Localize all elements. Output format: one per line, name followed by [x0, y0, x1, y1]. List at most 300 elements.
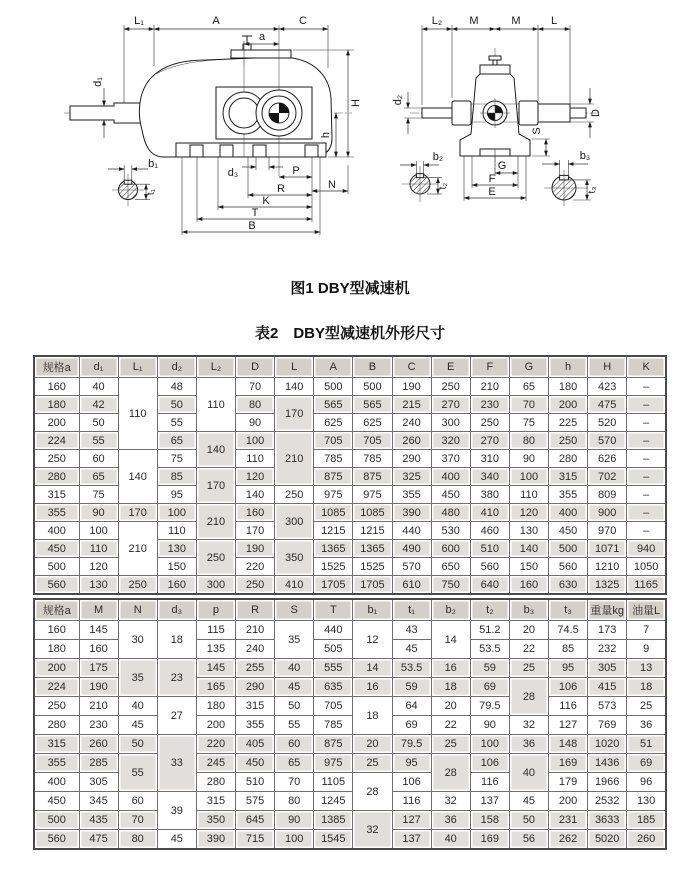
cell: 13	[627, 659, 666, 678]
dim-label: M	[469, 15, 479, 27]
cell: 250	[275, 486, 314, 504]
cell: 225	[549, 414, 588, 432]
cell: 74.5	[549, 621, 588, 640]
cell: –	[627, 468, 666, 486]
cell: 970	[588, 522, 627, 540]
cell: 160	[509, 576, 548, 595]
column-header: G	[509, 356, 548, 378]
cell: 560	[34, 830, 79, 850]
cell: 625	[314, 414, 353, 432]
cell: 555	[314, 659, 353, 678]
cell: 280	[34, 468, 79, 486]
cell: 137	[470, 792, 509, 811]
cell: 20	[431, 697, 470, 716]
column-header: R	[236, 599, 275, 621]
cell: 33	[157, 735, 196, 792]
column-header: b₂	[431, 599, 470, 621]
cell: 500	[34, 558, 79, 576]
cell: 200	[196, 716, 235, 735]
cell: 120	[509, 504, 548, 522]
cell: 48	[157, 378, 196, 396]
cell: 150	[157, 558, 196, 576]
cell: 60	[79, 450, 118, 468]
table-row	[34, 659, 666, 678]
dim-label: t₂	[438, 182, 449, 190]
cell: 505	[314, 640, 353, 659]
cell: 5020	[588, 830, 627, 850]
dim-label: G	[497, 160, 507, 172]
cell: 65	[509, 378, 548, 396]
cell: 1436	[588, 754, 627, 773]
column-header: C	[392, 356, 431, 378]
cell: 440	[392, 522, 431, 540]
cell: 230	[79, 716, 118, 735]
cell: 1245	[314, 792, 353, 811]
cell: 300	[275, 504, 314, 540]
cell: 70	[236, 378, 275, 396]
cell: 53.5	[392, 659, 431, 678]
cell: –	[627, 396, 666, 414]
column-header: 规格a	[34, 599, 79, 621]
cell: 875	[353, 468, 392, 486]
cell: 250	[431, 378, 470, 396]
cell: 435	[79, 811, 118, 830]
cell: 405	[236, 735, 275, 754]
cell: 80	[118, 830, 157, 850]
cell: 250	[34, 697, 79, 716]
dim-label: D	[590, 109, 602, 117]
cell: 750	[431, 576, 470, 595]
cell: 900	[588, 504, 627, 522]
cell: 106	[549, 678, 588, 697]
dim-label: H	[350, 99, 362, 107]
cell: 28	[509, 678, 548, 716]
cell: 106	[470, 754, 509, 773]
cell: 165	[196, 678, 235, 697]
cell: 1210	[588, 558, 627, 576]
cell: 175	[79, 659, 118, 678]
cell: 570	[588, 432, 627, 450]
table-row	[34, 378, 666, 396]
cell: 250	[549, 432, 588, 450]
cell: 20	[353, 735, 392, 754]
cell: 140	[196, 432, 235, 468]
cell: 645	[236, 811, 275, 830]
cell: 702	[588, 468, 627, 486]
cell: 1525	[314, 558, 353, 576]
cell: 475	[588, 396, 627, 414]
column-header: 规格a	[34, 356, 79, 378]
header-row	[34, 356, 666, 378]
cell: –	[627, 432, 666, 450]
dim-label: t₃	[587, 186, 598, 194]
cell: 90	[275, 811, 314, 830]
cell: 355	[549, 486, 588, 504]
cell: 90	[236, 414, 275, 432]
cell: 1966	[588, 773, 627, 792]
cell: 69	[392, 716, 431, 735]
cell: 410	[470, 504, 509, 522]
cell: 53.5	[470, 640, 509, 659]
cell: 64	[392, 697, 431, 716]
cell: 16	[353, 678, 392, 697]
cell: 305	[79, 773, 118, 792]
cell: 36	[627, 716, 666, 735]
table-row	[34, 830, 666, 850]
cell: 1215	[314, 522, 353, 540]
column-header: d₂	[157, 356, 196, 378]
column-header: S	[275, 599, 314, 621]
cell: 28	[353, 773, 392, 811]
cell: 35	[275, 621, 314, 659]
cell: 1365	[353, 540, 392, 558]
cell: 169	[549, 754, 588, 773]
cell: 32	[509, 716, 548, 735]
cell: 705	[314, 432, 353, 450]
table-title: 表2 DBY型减速机外形尺寸	[254, 325, 445, 342]
cell: 65	[275, 754, 314, 773]
cell: 240	[236, 640, 275, 659]
cell: 875	[314, 468, 353, 486]
cell: 285	[79, 754, 118, 773]
dim-label: N	[328, 179, 336, 191]
cell: 1365	[314, 540, 353, 558]
column-header: T	[314, 599, 353, 621]
cell: 55	[118, 754, 157, 792]
cell: 90	[509, 450, 548, 468]
cell: 570	[392, 558, 431, 576]
cell: 56	[509, 830, 548, 850]
cell: 1545	[314, 830, 353, 850]
cell: 530	[431, 522, 470, 540]
cell: 785	[314, 716, 353, 735]
cell: 179	[549, 773, 588, 792]
cell: 280	[549, 450, 588, 468]
cell: 2532	[588, 792, 627, 811]
cell: 310	[470, 450, 509, 468]
cell: 110	[196, 378, 235, 432]
column-header: D	[236, 356, 275, 378]
cell: 95	[157, 486, 196, 504]
cell: 200	[34, 414, 79, 432]
cell: 100	[157, 504, 196, 522]
cell: 150	[509, 558, 548, 576]
cell: 22	[431, 716, 470, 735]
cell: 224	[34, 432, 79, 450]
cell: 65	[79, 468, 118, 486]
cell: 210	[118, 522, 157, 576]
cell: 350	[196, 811, 235, 830]
cell: 390	[392, 504, 431, 522]
cell: 170	[236, 522, 275, 540]
cell: 1215	[353, 522, 392, 540]
cell: 40	[118, 697, 157, 716]
cell: 1165	[627, 576, 666, 595]
cell: 410	[275, 576, 314, 595]
cell: 1525	[353, 558, 392, 576]
cell: 290	[236, 678, 275, 697]
cell: 250	[196, 540, 235, 576]
cell: 45	[509, 792, 548, 811]
cell: 450	[431, 486, 470, 504]
cell: 210	[275, 432, 314, 486]
cell: 32	[353, 811, 392, 850]
cell: 190	[79, 678, 118, 697]
cell: 100	[275, 830, 314, 850]
cell: 600	[431, 540, 470, 558]
cell: 560	[549, 558, 588, 576]
cell: 25	[627, 697, 666, 716]
column-header: t₃	[549, 599, 588, 621]
cell: 79.5	[392, 735, 431, 754]
cell: 355	[392, 486, 431, 504]
cell: 240	[392, 414, 431, 432]
cell: 16	[431, 659, 470, 678]
cell: 42	[79, 396, 118, 414]
cell: 60	[118, 792, 157, 811]
column-header: L₂	[196, 356, 235, 378]
cell: 50	[157, 396, 196, 414]
cell: 250	[34, 450, 79, 468]
column-header: B	[353, 356, 392, 378]
cell: 110	[118, 378, 157, 450]
cell: 180	[549, 378, 588, 396]
column-header: L	[275, 356, 314, 378]
cell: 130	[627, 792, 666, 811]
dim-label: d₂	[392, 94, 404, 106]
cell: 28	[431, 754, 470, 792]
table-row	[34, 792, 666, 811]
cell: 115	[196, 621, 235, 640]
cell: 110	[236, 450, 275, 468]
cell: 450	[34, 792, 79, 811]
header-row	[34, 599, 666, 621]
column-header: 油量L	[627, 599, 666, 621]
dim-label: B	[248, 220, 256, 232]
cell: 400	[431, 468, 470, 486]
column-header: b₁	[353, 599, 392, 621]
cell: 160	[236, 504, 275, 522]
cell: 1325	[588, 576, 627, 595]
cell: 18	[353, 697, 392, 735]
cell: 400	[549, 504, 588, 522]
cell: 50	[275, 697, 314, 716]
cell: 475	[79, 830, 118, 850]
cell: 45	[118, 716, 157, 735]
cell: 270	[431, 396, 470, 414]
cell: 18	[157, 621, 196, 659]
cell: 116	[392, 792, 431, 811]
cell: 300	[431, 414, 470, 432]
cell: 20	[509, 621, 548, 640]
column-header: A	[314, 356, 353, 378]
cell: 90	[470, 716, 509, 735]
cell: 320	[431, 432, 470, 450]
table-row	[34, 811, 666, 830]
cell: 160	[157, 576, 196, 595]
cell: 70	[275, 773, 314, 792]
cell: 100	[509, 468, 548, 486]
cell: 715	[236, 830, 275, 850]
cell: 450	[236, 754, 275, 773]
cell: 36	[509, 735, 548, 754]
cell: –	[627, 522, 666, 540]
cell: 573	[588, 697, 627, 716]
cell: 80	[275, 792, 314, 811]
cell: 785	[353, 450, 392, 468]
cell: 975	[353, 486, 392, 504]
cell: 50	[79, 414, 118, 432]
cell: 43	[392, 621, 431, 640]
cell: 423	[588, 378, 627, 396]
cell: 79.5	[470, 697, 509, 716]
cell: 565	[353, 396, 392, 414]
cell: 160	[34, 621, 79, 640]
cell: 80	[509, 432, 548, 450]
cell: 18	[431, 678, 470, 697]
table-row	[34, 576, 666, 595]
dim-label: K	[262, 195, 270, 207]
cell: 390	[196, 830, 235, 850]
cell: 626	[588, 450, 627, 468]
dim-label: d₁	[92, 77, 104, 87]
cell: 100	[470, 735, 509, 754]
cell: 1071	[588, 540, 627, 558]
cell: 170	[196, 468, 235, 504]
cell: 1385	[314, 811, 353, 830]
column-header: L₁	[118, 356, 157, 378]
cell: 170	[275, 396, 314, 432]
cell: 400	[34, 773, 79, 792]
cell: 95	[392, 754, 431, 773]
cell: 210	[470, 378, 509, 396]
cell: 45	[157, 830, 196, 850]
cell: 450	[34, 540, 79, 558]
cell: 90	[79, 504, 118, 522]
cell: 460	[470, 522, 509, 540]
cell: 500	[34, 811, 79, 830]
cell: 51.2	[470, 621, 509, 640]
cell: 40	[431, 830, 470, 850]
cell: 14	[353, 659, 392, 678]
cell: 640	[470, 576, 509, 595]
cell: 650	[431, 558, 470, 576]
column-header: F	[470, 356, 509, 378]
cell: –	[627, 504, 666, 522]
cell: 75	[509, 414, 548, 432]
cell: 32	[431, 792, 470, 811]
column-header: M	[79, 599, 118, 621]
cell: 1020	[588, 735, 627, 754]
cell: 60	[275, 735, 314, 754]
cell: 39	[157, 792, 196, 830]
cell: 127	[392, 811, 431, 830]
cell: 809	[588, 486, 627, 504]
cell: 560	[470, 558, 509, 576]
cell: –	[627, 378, 666, 396]
cell: 120	[79, 558, 118, 576]
cell: 45	[392, 640, 431, 659]
cell: 45	[275, 678, 314, 697]
dim-label: b₃	[579, 150, 591, 162]
cell: 100	[236, 432, 275, 450]
cell: 7	[627, 621, 666, 640]
cell: 22	[509, 640, 548, 659]
cell: 40	[509, 754, 548, 792]
cell: 610	[392, 576, 431, 595]
dim-label: h	[320, 131, 332, 139]
cell: 18	[627, 678, 666, 697]
cell: 69	[627, 754, 666, 773]
cell: 705	[314, 697, 353, 716]
cell: 25	[353, 754, 392, 773]
table-row	[34, 450, 666, 468]
column-header: N	[118, 599, 157, 621]
cell: 96	[627, 773, 666, 792]
cell: 50	[509, 811, 548, 830]
cell: 1705	[314, 576, 353, 595]
cell: 260	[627, 830, 666, 850]
cell: 95	[549, 659, 588, 678]
cell: 100	[79, 522, 118, 540]
cell: 1085	[314, 504, 353, 522]
table-row	[34, 716, 666, 735]
cell: 940	[627, 540, 666, 558]
cell: 975	[314, 754, 353, 773]
cell: 245	[196, 754, 235, 773]
table-row	[34, 504, 666, 522]
table-row	[34, 697, 666, 716]
cell: 340	[470, 468, 509, 486]
cell: 250	[470, 414, 509, 432]
cell: 106	[392, 773, 431, 792]
cell: 173	[588, 621, 627, 640]
column-header: d₁	[79, 356, 118, 378]
cell: 560	[34, 576, 79, 595]
cell: 137	[392, 830, 431, 850]
dim-label: C	[299, 15, 307, 27]
cell: 70	[509, 396, 548, 414]
dim-label: d₃	[227, 167, 239, 179]
cell: 635	[314, 678, 353, 697]
figure-caption: 图1 DBY型减速机	[290, 280, 410, 297]
cell: 40	[275, 659, 314, 678]
cell: 135	[196, 640, 235, 659]
cell: 260	[79, 735, 118, 754]
dim-label: b₂	[432, 151, 444, 163]
cell: 110	[509, 486, 548, 504]
cell: 380	[470, 486, 509, 504]
cell: 145	[79, 621, 118, 640]
cell: 140	[118, 450, 157, 504]
cell: 400	[34, 522, 79, 540]
cell: 140	[509, 540, 548, 558]
cell: 14	[431, 621, 470, 659]
cell: 315	[236, 697, 275, 716]
cell: 345	[79, 792, 118, 811]
dim-label: E	[488, 186, 496, 198]
cell: 975	[314, 486, 353, 504]
dim-label: a	[258, 31, 266, 43]
cell: 490	[392, 540, 431, 558]
cell: 160	[34, 378, 79, 396]
column-header: t₂	[470, 599, 509, 621]
cell: 500	[314, 378, 353, 396]
cell: 1705	[353, 576, 392, 595]
end-view-drawing	[392, 8, 692, 270]
column-header: K	[627, 356, 666, 378]
cell: 280	[34, 716, 79, 735]
